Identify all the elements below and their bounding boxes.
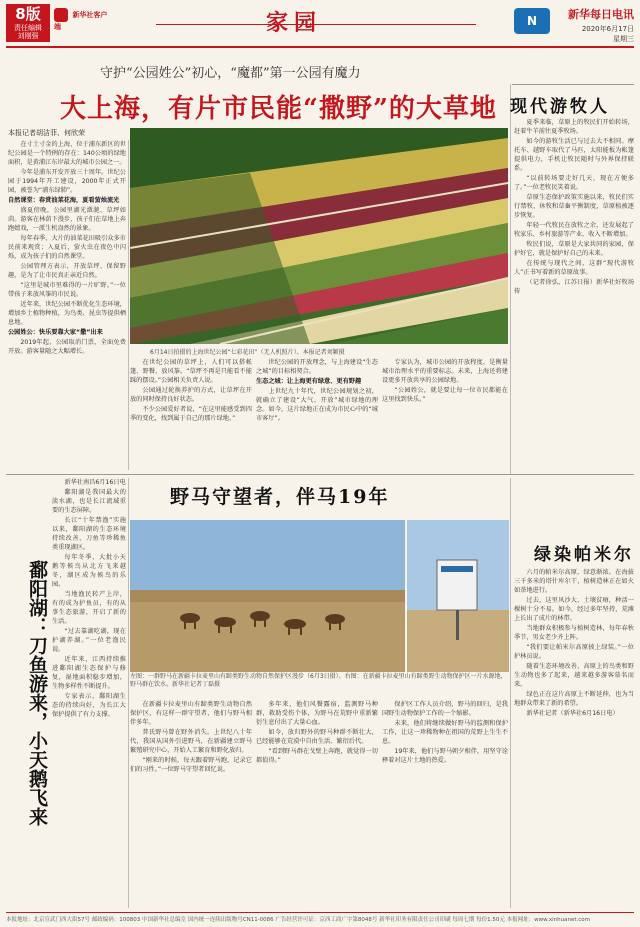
paper-name: 新华每日电讯: [568, 8, 634, 21]
main-article-col2: 在世纪公园的草坪上，人们可以搭帐篷、野餐、放风筝。“草坪不再是只能看不能踩的摆设。”公园相关负责人说。 公园通过轮换养护的方式，让草坪在开放的同时保持良好状态。 不少公园爱好者说，“在这里能感受到四季的变化，找到属于自己的那片绿地。”: [130, 359, 252, 422]
header-divider: [6, 46, 634, 48]
main-kicker: 守护“公园姓公”初心，“魔都”第一公园有魔力: [100, 66, 361, 81]
flower-field-photo: [130, 128, 508, 344]
page-footer: 本报地址：北京宣武门西大街57号 邮政编码：100803 中国新华社总编室 国内统一连续出版物号CN11-0086 广告经营许可证：京西工商广字第8048号 新华社印务有限责任公司印刷 每周七期 每份1.50元 本报网址：www.xinhuanet.com: [6, 912, 634, 923]
xinhua-app-label: 新华社客户端: [54, 11, 108, 31]
right-top-article: 夏季来临，草原上的牧民们开始转场，赶着牛羊前往夏季牧场。 如今的游牧生活已与过去大不相同。摩托车、越野车取代了马匹，太阳能板为帐篷提供电力，手机让牧民随时与外界保持联系。 “以前转场要走好几天，现在方便多了。”一位老牧民笑着说。 草原生态保护政策实施以来，牧民们实行禁牧、休牧和草畜平衡制度，草原植被逐步恢复。 年轻一代牧民在放牧之余，还发展起了牧家乐、乡村旅游等产业，收入不断增加。 牧民们说，草原是大家共同的家园，保护好它，就是保护好自己的未来。 在传统与现代之间，这群“现代游牧人”正书写着新的草原故事。 （记者徐弘，江苏日报）新华社好牧场传: [514, 119, 634, 295]
subhead-1: 自然课堂：春赏油菜花海，夏看萤烛流光: [8, 197, 120, 204]
xinhua-logo-icon: [54, 8, 68, 22]
wild-horse-headline: 野马守望者，伴马19年: [170, 486, 390, 508]
pamir-credit: 新华社记者（新华社6月16日电）: [526, 710, 619, 717]
date-text: 2020年6月17日: [581, 25, 634, 33]
weekday-text: 星期三: [613, 35, 634, 43]
xinhua-app-badge[interactable]: [54, 8, 114, 32]
pamir-article: 六月的帕米尔高原，绿意渐浓。在海拔三千多米的塔什库尔干，植树造林正在如火如荼地进行。 过去，这里风沙大、土壤贫瘠，种活一棵树十分不易。如今，经过多年坚持，荒滩上长出了成片的林带。 当地群众积极参与植树造林，每年春秋季节，男女老少齐上阵。 “我们要让帕米尔高原披上绿装。”一位护林员说。 随着生态环境改善，高原上的鸟类和野生动物也多了起来，越来越多游客慕名而来。 绿色正在这片高原上不断延伸，也为当地群众带来了新的希望。 新华社记者（新华社6月16日电）: [514, 569, 634, 717]
right-column-rule: [510, 84, 511, 474]
flower-field-image: [130, 128, 508, 344]
page-header: [6, 4, 634, 44]
wild-horse-photo: [130, 520, 405, 672]
water-source-image: [407, 520, 509, 672]
section-divider: [6, 474, 634, 475]
right-top-rule: [512, 84, 634, 85]
pamir-title: 绿染帕米尔: [534, 545, 634, 565]
wild-horse-image: [130, 520, 405, 672]
poyang-vertical-title: 鄱阳湖：刀鱼游来，小天鹅飞来: [26, 560, 48, 826]
main-byline: 本报记者胡洁菲、何欣荣: [8, 129, 85, 137]
main-article-col3: 世纪公园的开放理念，与上海建设“生态之城”的目标相契合。 生态之城：让上海更有绿意、更有野趣 上世纪九十年代，世纪公园规划之初，就确立了建设“大气、开放”城市绿地的理念。如今，这片绿地正在成为市民心中的“城市客厅”。: [256, 359, 378, 422]
news-logo-icon: N: [514, 8, 550, 34]
wild-horse-col1: 在新疆卡拉麦里山有蹄类野生动物自然保护区，有这样一群守望者，他们与野马相伴多年。 普氏野马曾在野外消失。上世纪八十年代，我国从国外引进野马，在新疆建立野马繁殖研究中心，开始人工繁育和野化放归。 “刚来的时候，每天跟着野马跑，记录它们的习性。”一位野马守望者回忆说。: [130, 701, 252, 773]
bottom-left-rule: [128, 478, 129, 908]
main-article-col1: 在寸土寸金的上海，位于浦东新区的世纪公园是一个特例的存在：140公顷的绿地面积，是黄浦江东岸最大的城市公园之一。 今年是浦东开发开放三十周年。世纪公园于1994年开工建设，2000年正式开园，被誉为“浦东绿肺”。 自然课堂：春赏油菜花海，夏看萤烛流光 盛夏傍晚，公园里湖光潋滟、草坪如茵。游客在林荫下漫步，孩子们在草地上奔跑嬉戏，一派生机盎然的景象。 每年春季，大片的油菜花田吸引众多市民前来观赏；入夏后，萤火虫在夜色中闪烁，成为孩子们的自然课堂。 公园管理方表示，开放草坪、保留野趣，是为了让市民真正亲近自然。 “这里是城市里难得的一片旷野。”一位带孩子来放风筝的市民说。 近年来，世纪公园不断优化生态环境，增加乡土植物种植，为鸟类、昆虫等提供栖息地。 公园姓公：快乐要靠大家“撒”出来 2019年起，公园取消门票，全面免费开放。游客量随之大幅增长。: [8, 141, 126, 355]
issue-date: [582, 24, 634, 44]
wild-horse-col3: 保护区工作人员介绍，野马的回归，是我国野生动物保护工作的一个缩影。 未来，他们将继续做好野马的监测和保护工作，让这一珍稀物种在祖国的荒野上生生不息。 19年来，他们与野马朝夕相伴，用坚守诠释着对这片土地的热爱。: [382, 701, 508, 764]
wild-horse-col2: 多年来，他们风餐露宿，监测野马种群，救助受伤个体，为野马在荒野中重新繁衍生息付出了大量心血。 如今，放归野外的野马种群不断壮大，已经能够在荒漠中自由生活、繁衍后代。 “看到野马群在戈壁上奔跑，就觉得一切都值得。”: [256, 701, 378, 764]
main-article-col4: 专家认为，城市公园的开放程度，是衡量城市治理水平的重要标志。未来，上海还将建设更多开放共享的公园绿地。 “公园姓公，就是要让每一位市民都能在这里找到快乐。”: [382, 359, 508, 403]
bottom-right-rule: [510, 478, 511, 908]
subhead-2: 生态之城：让上海更有绿意、更有野趣: [256, 378, 362, 385]
poyang-article: 新华社南昌6月16日电 鄱阳湖是我国最大的淡水湖，也是长江流域重要的生态屏障。 长江“十年禁渔”实施以来，鄱阳湖的生态环境持续改善，刀鱼等珍稀鱼类重现湖区。 每年冬季，大批小天鹅等候鸟从北方飞来越冬，湖区成为候鸟的乐园。 当地渔民转产上岸，有的成为护鱼员，有的从事生态旅游，开启了新的生活。 “过去靠湖吃湖，现在护湖养湖。”一位老渔民说。 近年来，江西持续推进鄱阳湖生态保护与修复，湿地面积稳步增加，生物多样性不断提升。 专家表示，鄱阳湖生态的持续向好，为长江大保护提供了有力支撑。: [52, 479, 126, 718]
page-number: 8版: [15, 5, 41, 23]
column-rule: [128, 140, 129, 470]
editor-label: 责任编辑: [14, 24, 42, 32]
subhead-3: 公园姓公：快乐要靠大家“撒”出来: [8, 329, 103, 336]
wild-horse-caption: 左图：一群野马在新疆卡拉麦里山有蹄类野生动物自然保护区漫步（6月3日摄）。右图：在新疆卡拉麦里山有蹄类野生动物保护区一片水源地，野马群在饮水。新华社记者丁磊摄: [130, 673, 507, 688]
poyang-dateline: 新华社南昌6月16日电: [64, 479, 126, 486]
right-top-title: 现代游牧人: [510, 97, 610, 117]
editor-name: 刘刚强: [17, 32, 39, 40]
main-headline: 大上海，有片市民能“撒野”的大草地: [60, 94, 497, 124]
flower-field-caption: 6月14日拍摄的上海世纪公园“七彩花田”（无人机照片）。本报记者刘颖摄: [150, 349, 345, 356]
water-source-photo: [407, 520, 509, 672]
page-number-badge: [6, 4, 50, 42]
section-title: 家园: [266, 10, 323, 36]
right-top-credit: （记者徐弘，江苏日报）新华社好牧场传: [514, 279, 634, 295]
